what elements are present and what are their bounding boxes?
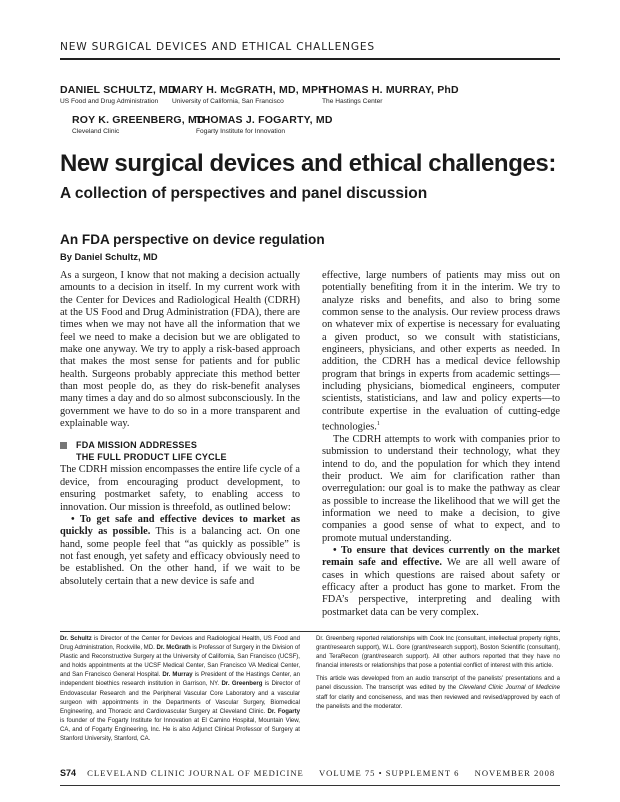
byline: By Daniel Schultz, MD	[60, 252, 158, 262]
body-paragraph	[322, 270, 560, 434]
page-number: S74	[60, 768, 77, 778]
author-block	[72, 114, 205, 135]
body-paragraph	[60, 514, 300, 588]
author-block	[322, 84, 459, 105]
issue-date: NOVEMBER 2008	[474, 768, 556, 778]
author-name: DANIEL SCHULTZ, MD	[60, 84, 176, 96]
author-affiliation: University of California, San Francisco	[172, 98, 284, 105]
author-affiliation: Cleveland Clinic	[72, 128, 120, 135]
footnote-column-left	[60, 635, 300, 748]
subhead-line: FDA MISSION ADDRESSES	[76, 440, 198, 451]
body-column-right	[322, 270, 560, 619]
note-name: Dr. Fogarty	[267, 708, 301, 715]
square-bullet-icon	[60, 442, 67, 449]
journal-name: Cleveland Clinic Journal of Medicine	[458, 685, 560, 692]
article-subtitle: A collection of perspectives and panel discussion	[60, 185, 428, 202]
note-name: Dr. Schultz	[60, 636, 92, 642]
author-name: ROY K. GREENBERG, MD	[72, 114, 205, 126]
footnote-rule	[60, 631, 560, 632]
note-text: is Director of Endovascular Research and the Peripheral Vascular Core Laboratory and a vascular surgeon with appointments in the Departments of Vascular Surgery, Biomedical Engineering, and Thoracic and Cardiovascular Surgery at Cleveland Clinic.	[60, 681, 300, 715]
author-block	[196, 114, 333, 135]
author-notes	[60, 635, 300, 744]
page-footer	[60, 768, 560, 778]
journal-title: CLEVELAND CLINIC JOURNAL OF MEDICINE	[87, 768, 304, 778]
bullet-text: We are all well aware of cases in which questions are raised about safety or efficacy after a product has gone to market. From the FDA’s perspective, interpreting and dealing with postmarket data can be very complex.	[322, 557, 560, 618]
bullet-text-continued: effective, large numbers of patients may miss out on potentially benefiting from it in the interim. We try to analyze risks and benefits, and also to bring some common sense to the analysis. Our review process draws on whatever mix of expertise is necessary for evaluating a given product, so we consult with statisticians, engineers, physicians, and other experts as needed. In addition, the CDRH has a medical device fellowship program that brings in experts from academic settings—including physicians, biomedical engineers, computer scientists, statisticians, and law and policy experts—to contribute expertise in the evaluation of cutting-edge technologies.	[322, 270, 560, 433]
author-block	[60, 84, 176, 105]
author-name: THOMAS H. MURRAY, PhD	[322, 84, 459, 96]
author-name: THOMAS J. FOGARTY, MD	[196, 114, 333, 126]
author-affiliation: Fogarty Institute for Innovation	[196, 128, 286, 135]
author-affiliation: US Food and Drug Administration	[60, 98, 159, 105]
transcript-note	[316, 675, 560, 711]
body-paragraph: As a surgeon, I know that not making a decision actually amounts to a decision in itself. In my current work with the Center for Devices and Radiological Health (CDRH) at the US Food and Drug Administration (FDA), there are times when we may not have all the information that we feel we need to make a decision but we are obligated to make one anyway. We try to apply a risk-based approach that makes the most sense for patients and for public health. Surgeons probably appreciate this method better than most people do, as they do risk-benefit analyses many times a day and do so almost subconsciously. In the government we have to do so in a more transparent and explainable way.	[60, 270, 300, 430]
author-name: MARY H. McGRATH, MD, MPH	[172, 84, 326, 96]
note-text: is founder of the Fogarty Institute for Innovation at El Camino Hospital, Mountain View, CA, and of Fogarty Engineering, Inc. He is also Adjunct Clinical Professor of Surgery at Stanford University, Stanford, CA.	[60, 717, 300, 743]
running-head: NEW SURGICAL DEVICES AND ETHICAL CHALLENGES	[60, 41, 375, 53]
bullet-lead: • To ensure that devices currently on the market remain safe and effective.	[322, 545, 560, 569]
body-paragraph: The CDRH mission encompasses the entire life cycle of a device, from encouraging product development, to ensuring postmarket safety, to enabling access to innovation. Our mission is threefold, as outlined below:	[60, 464, 300, 513]
note-text: This article was developed from an audio transcript of the panelists’ presentations and a panel discussion. The transcript was edited by the	[316, 676, 560, 692]
body-column-left	[60, 270, 300, 588]
note-text: is President of the Hastings Center, an independent bioethics research institution in Garrison, NY.	[60, 672, 300, 688]
header-rule	[60, 58, 560, 60]
subhead-line: THE FULL PRODUCT LIFE CYCLE	[76, 452, 227, 463]
body-paragraph: The CDRH attempts to work with companies prior to submission to understand their technology, what they intend to do, and the population for which they intend their product. We aim for clarification rather than overregulation: our goal is to make the pathway as clear as possible to increase the likelihood that we will get the information we need to make a decision, to give companies a good sense of what to expect, and to promote mutual understanding.	[322, 433, 560, 544]
author-affiliation: The Hastings Center	[322, 98, 383, 105]
note-text: is Professor of Surgery in the Division of Plastic and Reconstructive Surgery at the University of California, San Francisco (UCSF), and holds appointments at the UCSF Medical Center, San Francisco VA Medical Center, and San Francisco General Hospital.	[60, 645, 300, 679]
body-paragraph	[322, 545, 560, 619]
article-title: New surgical devices and ethical challenges:	[60, 150, 556, 177]
author-block	[172, 84, 326, 105]
subhead	[60, 439, 300, 463]
volume-info: VOLUME 75 • SUPPLEMENT 6	[318, 768, 460, 778]
disclosure-note: Dr. Greenberg reported relationships with Cook Inc (consultant, intellectual property rights, grant/research support), W.L. Gore (grant/research support), Boston Scientific (consultant), and TeraRecon (grant/research support). All other authors reported that they have no financial interests or relationships that pose a potential conflict of interest with this article.	[316, 636, 560, 670]
footnote-ref: 1	[376, 421, 380, 428]
note-name: Dr. McGrath	[156, 645, 191, 652]
footnote-column-right	[316, 635, 560, 716]
note-name: Dr. Murray	[162, 672, 193, 679]
footer-rule	[60, 785, 560, 786]
note-text: is Director of the Center for Devices and Radiological Health, US Food and Drug Administration, Rockville, MD.	[60, 636, 301, 652]
section-title: An FDA perspective on device regulation	[60, 232, 325, 247]
note-name: Dr. Greenberg	[221, 681, 263, 688]
bullet-text: This is a balancing act. On one hand, some people feel that “as quickly as possible” is not fast enough, yet safety and efficacy obviously need to be established. On the other hand, if we wait to be absolutely certain that a new device is safe and	[60, 526, 300, 587]
note-text: staff for clarity and conciseness, and was then reviewed and revised/approved by each of the panelists and the moderator.	[316, 694, 560, 710]
bullet-lead: • To get safe and effective devices to market as quickly as possible.	[60, 513, 300, 538]
